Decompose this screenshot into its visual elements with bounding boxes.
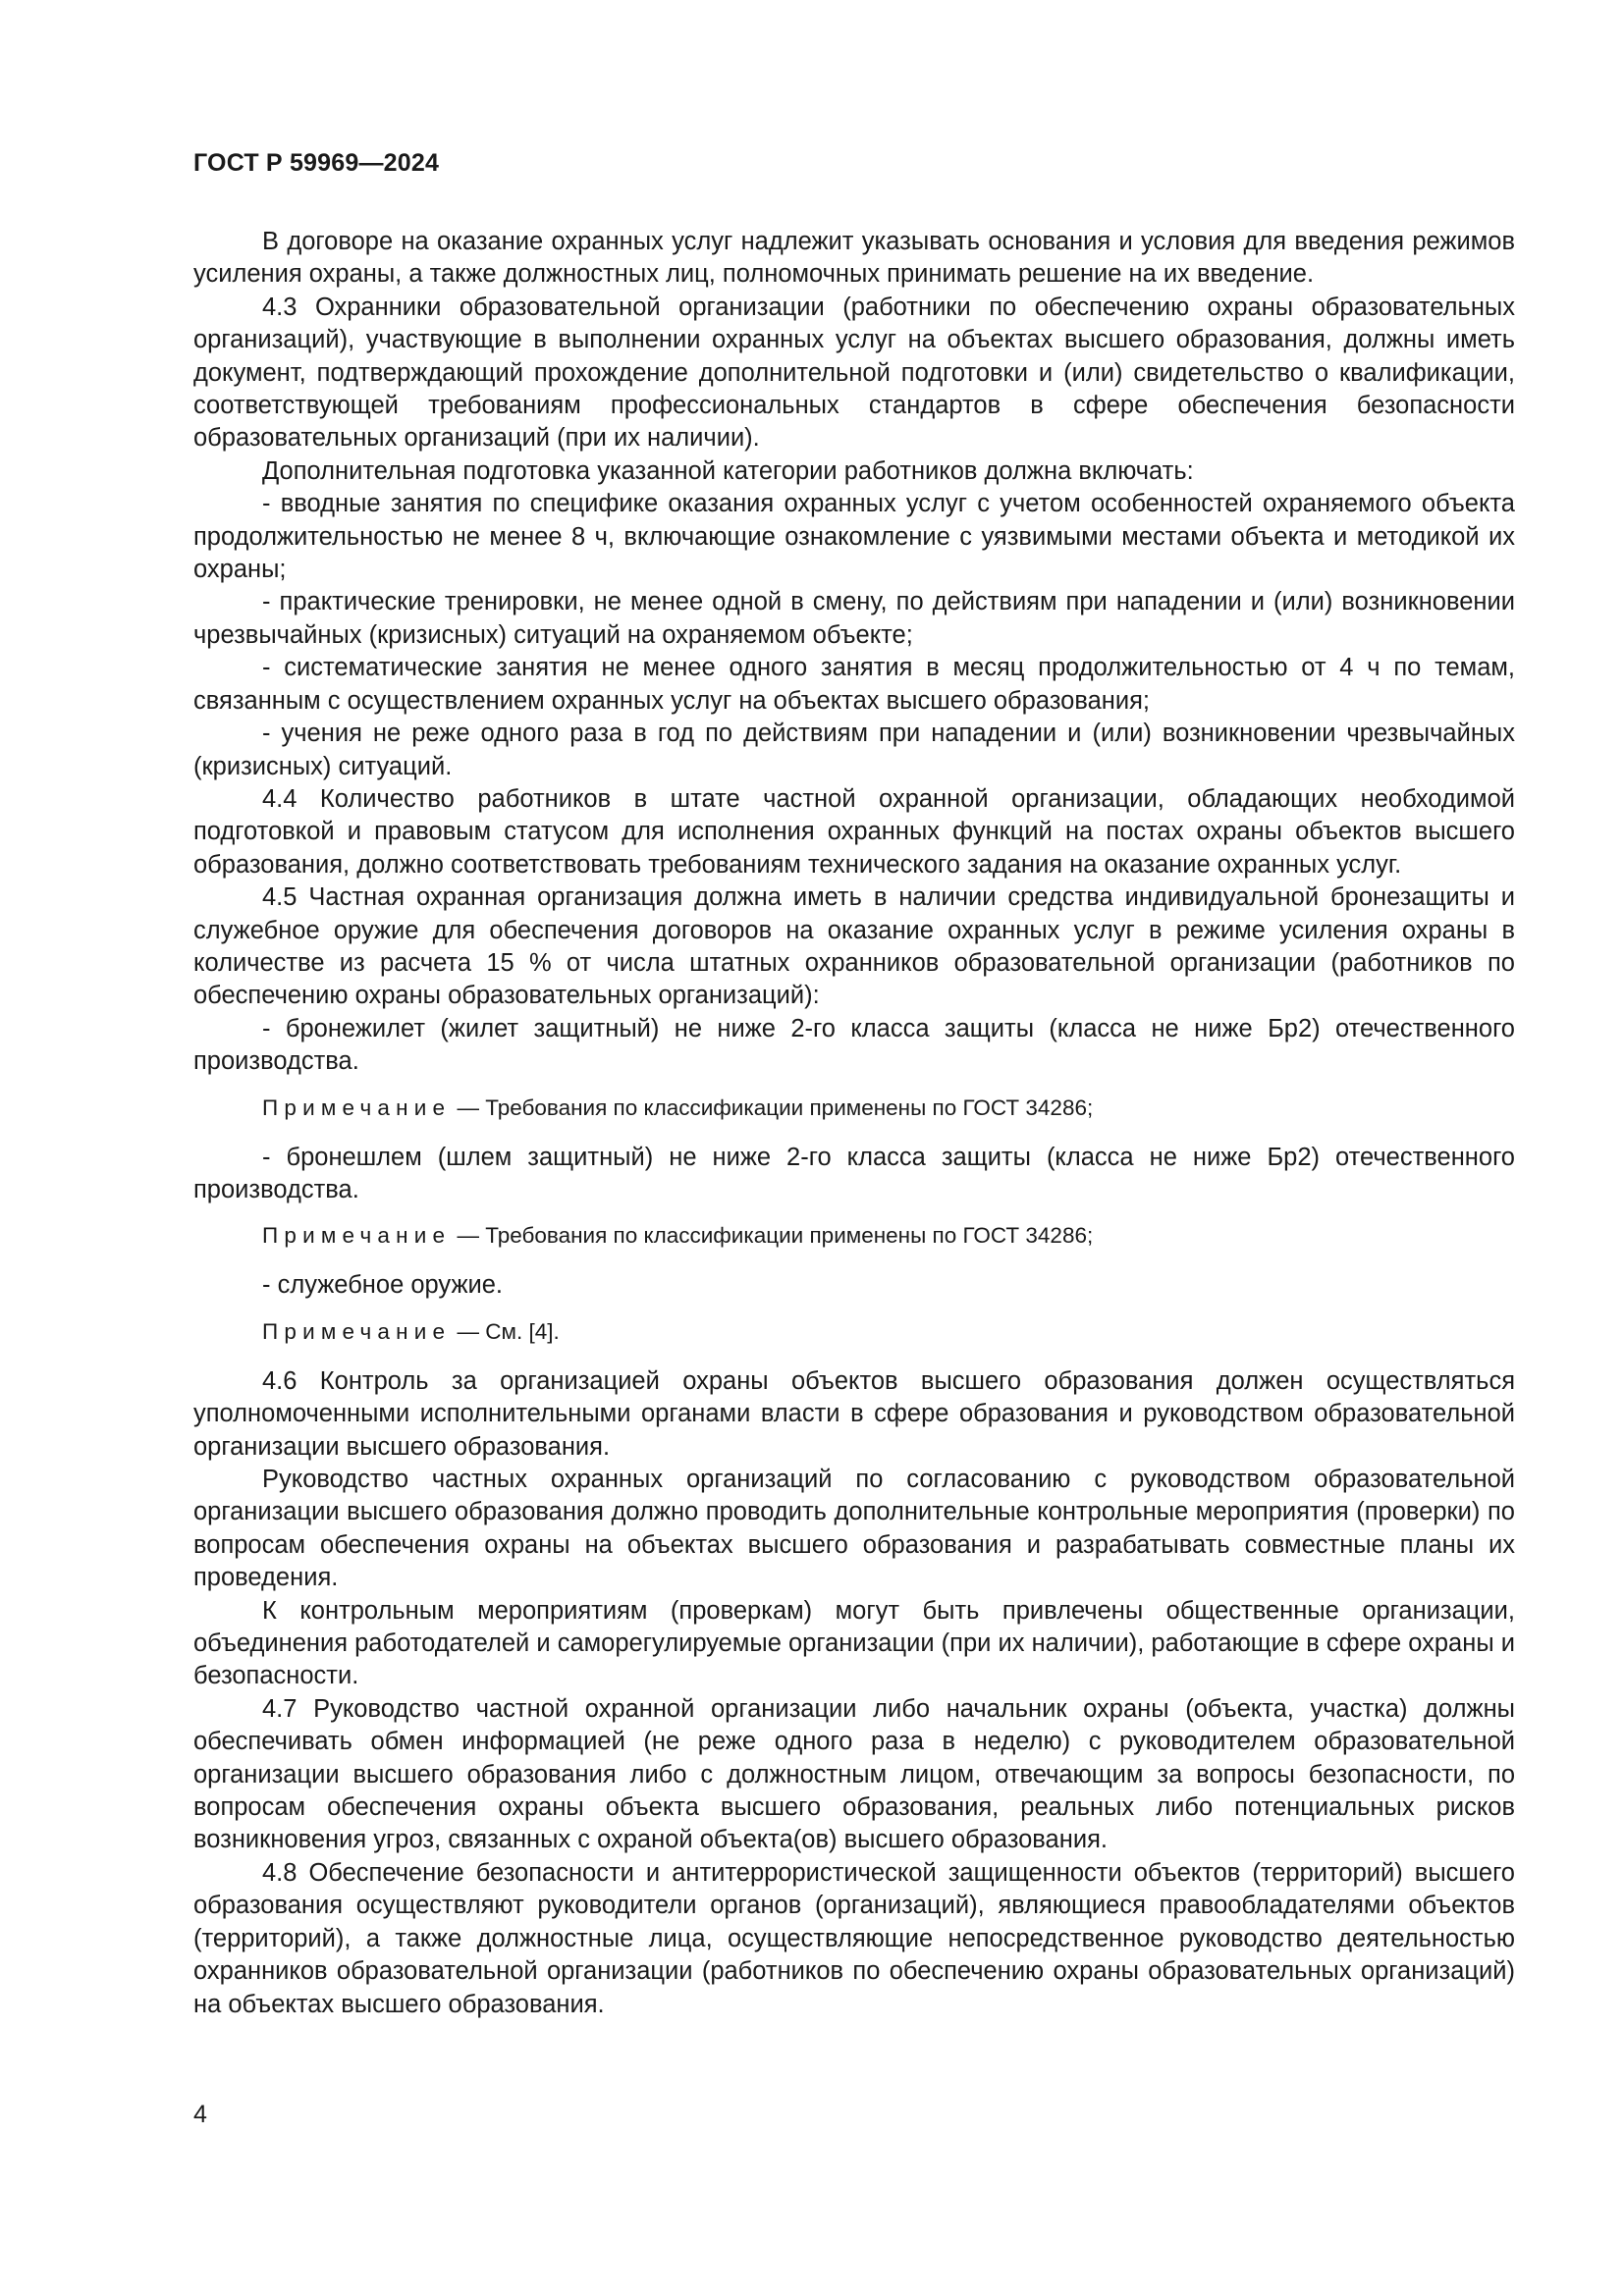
paragraph: В договоре на оказание охранных услуг надлежит указывать основания и условия для введения режимов усиления охраны, а также должностных лиц, полномочных принимать решение на их введение. xyxy=(193,228,1515,289)
paragraph-4-8: 4.8 Обеспечение безопасности и антитеррористической защищенности объектов (территорий) высшего образования осуществляют руководители органов (организаций), являющиеся правообладателями объектов (территорий), а также должностные лица, осуществляющие непосредственное руководство деятельностью охранников образовательной организации (работников по обеспечению охраны образовательных организаций) на объектах высшего образования. xyxy=(193,1858,1515,2018)
note-label: Примечание xyxy=(262,1223,452,1249)
paragraph: К контрольным мероприятиям (проверкам) могут быть привлечены общественные организации, объединения работодателей и саморегулируемые организации (при их наличии), работающие в сфере охраны и безопасности. xyxy=(193,1596,1515,1690)
paragraph-4-3: 4.3 Охранники образовательной организации (работники по обеспечению охраны образовательных организаций), участвующие в выполнении охранных услуг на объектах высшего образования, должны иметь документ, подтверждающий прохождение дополнительной подготовки и (или) свидетельство о квалификации, соответствующей требованиям профессиональных стандартов в сфере обеспечения безопасности образовательных организаций (при их наличии). xyxy=(193,293,1515,453)
note xyxy=(193,1303,1515,1365)
note-text: — Требования по классификации применены по ГОСТ 34286; xyxy=(451,1095,1094,1120)
document-body xyxy=(193,226,1515,2021)
list-item: - бронежилет (жилет защитный) не ниже 2-го класса защиты (класса не ниже Бр2) отечественного производства. xyxy=(193,1014,1515,1076)
list-item: - бронешлем (шлем защитный) не ниже 2-го класса защиты (класса не ниже Бр2) отечественного производства. xyxy=(193,1143,1515,1203)
note-label: Примечание xyxy=(262,1318,452,1344)
list-item: - систематические занятия не менее одного занятия в месяц продолжительностью от 4 ч по темам, связанным с осуществлением охранных услуг на объектах высшего образования; xyxy=(193,654,1515,715)
paragraph: Дополнительная подготовка указанной категории работников должна включать: xyxy=(262,456,1194,485)
paragraph-4-4: 4.4 Количество работников в штате частной охранной организации, обладающих необходимой подготовкой и правовым статусом для исполнения охранных функций на постах охраны объектов высшего образования, должно соответствовать требованиям технического задания на оказание охранных услуг. xyxy=(193,784,1515,879)
list-item: - вводные занятия по специфике оказания охранных услуг с учетом особенностей охраняемого объекта продолжительностью не менее 8 ч, включающие ознакомление с уязвимыми местами объекта и методикой их охраны; xyxy=(193,490,1515,584)
note-text: — См. [4]. xyxy=(451,1318,560,1344)
paragraph-4-5: 4.5 Частная охранная организация должна иметь в наличии средства индивидуальной бронезащиты и служебное оружие для обеспечения договоров на оказание охранных услуг в режиме усиления охраны в количестве из расчета 15 % от числа штатных охранников образовательной организации (работников по обеспечению охраны образовательных организаций): xyxy=(193,883,1515,1010)
note-label: Примечание xyxy=(262,1095,452,1120)
list-item: - служебное оружие. xyxy=(262,1271,504,1300)
document-code-header: ГОСТ Р 59969—2024 xyxy=(193,149,440,177)
paragraph-4-6: 4.6 Контроль за организацией охраны объектов высшего образования должен осуществляться уполномоченными исполнительными органами власти в сфере образования и руководством образовательной организации высшего образования. xyxy=(193,1366,1515,1461)
note-text: — Требования по классификации применены по ГОСТ 34286; xyxy=(451,1223,1094,1249)
page-number: 4 xyxy=(193,2101,207,2128)
paragraph: Руководство частных охранных организаций по согласованию с руководством образовательной организации высшего образования должно проводить дополнительные контрольные мероприятия (проверки) по вопросам обеспечения охраны на объектах высшего образования и разрабатывать совместные планы их проведения. xyxy=(193,1466,1515,1592)
note xyxy=(193,1206,1515,1269)
list-item: - практические тренировки, не менее одной в смену, по действиям при нападении и (или) возникновении чрезвычайных (кризисных) ситуаций на охраняемом объекте; xyxy=(193,588,1515,649)
paragraph-4-7: 4.7 Руководство частной охранной организации либо начальник охраны (объекта, участка) должны обеспечивать обмен информацией (не реже одного раза в неделю) с руководителем образовательной организации высшего образования либо с должностным лицом, отвечающим за вопросы безопасности, по вопросам обеспечения охраны объекта высшего образования, реальных либо потенциальных рисков возникновения угроз, связанных с охраной объекта(ов) высшего образования. xyxy=(193,1694,1515,1854)
list-item: - учения не реже одного раза в год по действиям при нападении и (или) возникновении чрезвычайных (кризисных) ситуаций. xyxy=(193,720,1515,780)
note xyxy=(193,1079,1515,1142)
